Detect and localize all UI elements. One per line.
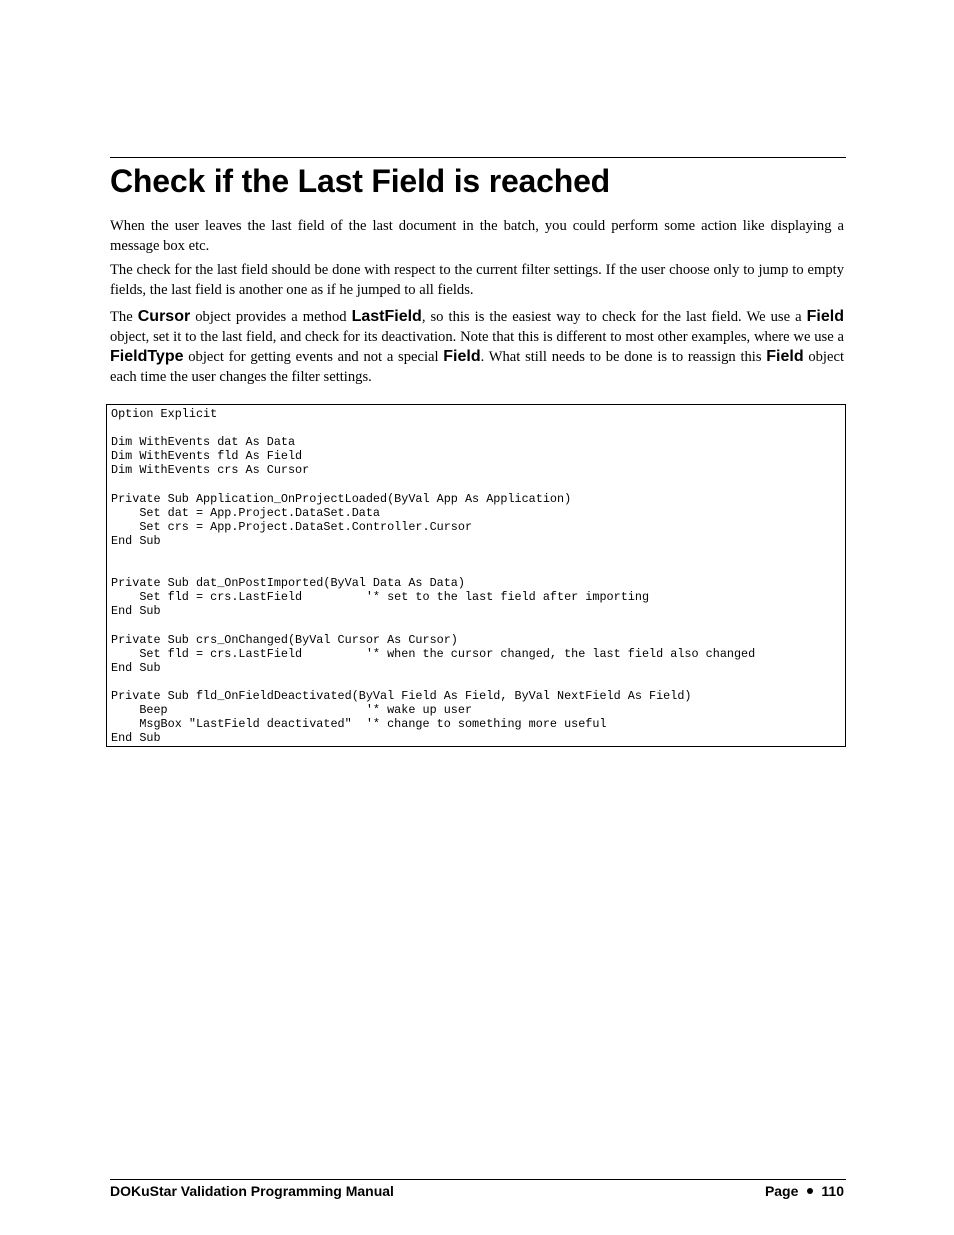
text-run: . What still needs to be done is to reassign this [480, 349, 767, 365]
code-listing: Option Explicit Dim WithEvents dat As Data Dim WithEvents fld As Field Dim WithEvents crs As Cursor Private Sub Application_OnProjectLoaded(ByVal App As Application) Set dat = App.Project.DataSet.Data Set crs = App.Project.DataSet.Controller.Cursor End Sub Private Sub dat_OnPostImported(ByVal Data As Data) Set fld = crs.LastField '* set to the last field after importing End Sub Private Sub crs_OnChanged(ByVal Cursor As Cursor) Set fld = crs.LastField '* when the cursor changed, the last field also changed End Sub Private Sub fld_OnFieldDeactivated(ByVal Field As Field, ByVal NextField As Field) Beep '* wake up user MsgBox "LastField deactivated" '* change to something more useful End Sub [111, 407, 756, 746]
text-run: object each time the user changes the filter settings. [110, 349, 844, 385]
keyword-field: Field [806, 308, 844, 325]
keyword-field: Field [766, 348, 804, 365]
text-run: object for getting events and not a special [183, 349, 444, 365]
keyword-cursor: Cursor [137, 308, 191, 325]
paragraph-intro: When the user leaves the last field of the last document in the batch, you could perform some action like displaying a message box etc. [110, 218, 844, 254]
footer-title: DOKuStar Validation Programming Manual [110, 1183, 394, 1199]
page-number: 110 [821, 1183, 844, 1199]
paragraph-cursor [110, 307, 844, 387]
paragraph-filter: The check for the last field should be done with respect to the current filter settings. If the user choose only to jump to empty fields, the last field is another one as if he jumped to all fields. [110, 262, 844, 298]
keyword-field: Field [443, 348, 481, 365]
text-run: object provides a method [190, 309, 352, 325]
footer-divider [110, 1179, 846, 1180]
text-run: The [110, 309, 138, 325]
keyword-lastfield: LastField [351, 308, 422, 325]
text-run: object, set it to the last field, and check for its deactivation. Note that this is different to most other examples, where we use a [110, 328, 844, 345]
keyword-fieldtype: FieldType [110, 348, 184, 365]
footer-page [765, 1182, 844, 1200]
code-listing-box [106, 404, 846, 747]
section-heading: Check if the Last Field is reached [110, 163, 611, 199]
text-run: , so this is the easiest way to check for the last field. We use a [421, 309, 807, 325]
top-divider [110, 157, 846, 158]
page-label: Page [764, 1183, 799, 1199]
bullet-icon [807, 1188, 813, 1194]
